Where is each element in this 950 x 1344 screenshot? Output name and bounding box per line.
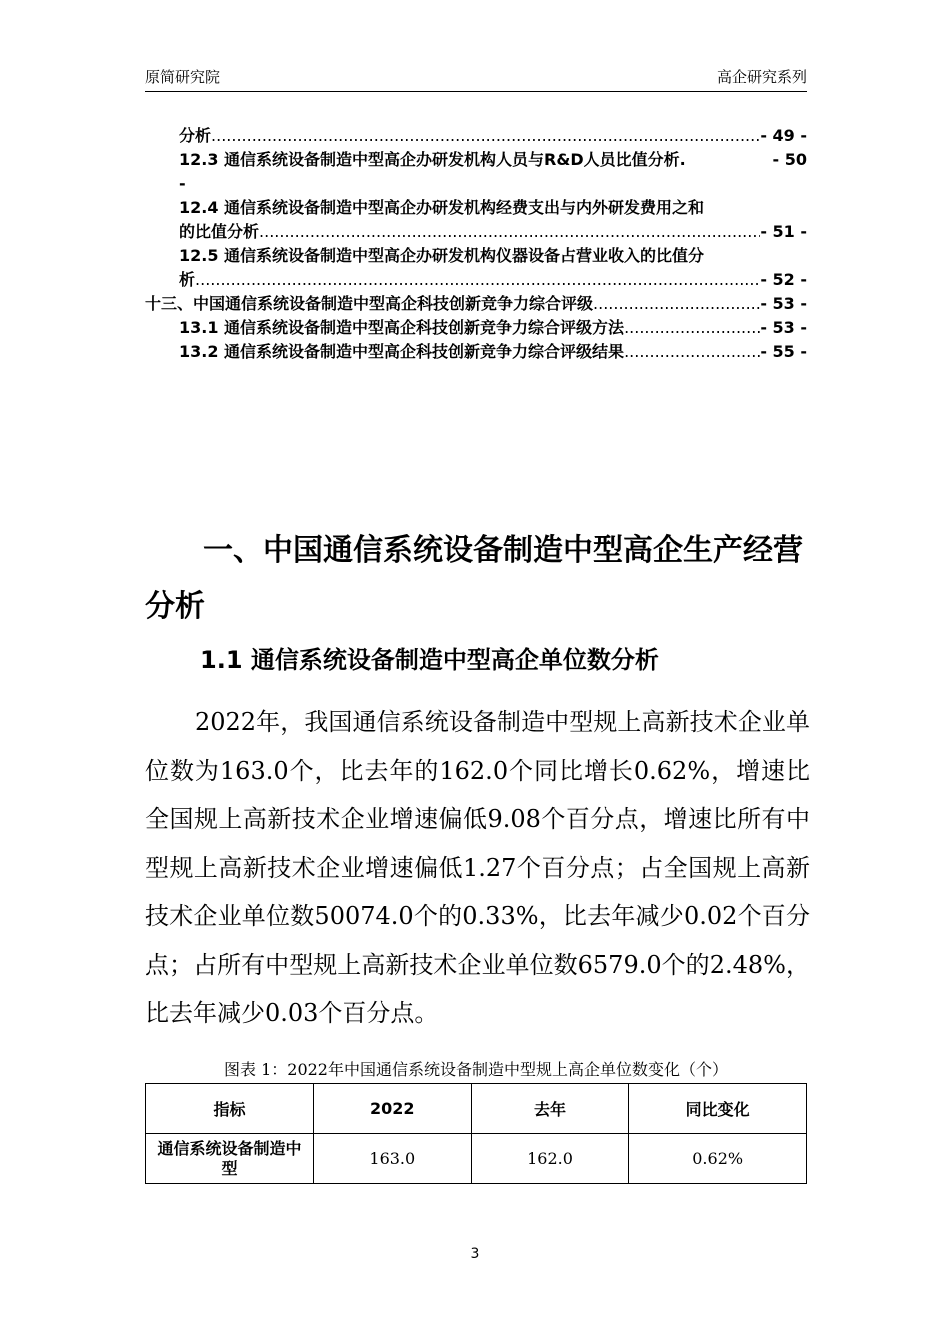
toc-dot-leader bbox=[195, 268, 760, 292]
toc-entry-page: - 52 - bbox=[760, 270, 807, 289]
toc-entry-page: - 49 - bbox=[760, 126, 807, 145]
toc-entry[interactable] bbox=[145, 220, 807, 244]
toc-entry-page: - 55 - bbox=[760, 342, 807, 361]
table-cell: 0.62% bbox=[629, 1134, 807, 1184]
page-number: 3 bbox=[470, 1246, 480, 1262]
table-of-contents bbox=[145, 124, 807, 364]
toc-dot-leader bbox=[624, 316, 760, 340]
table-row bbox=[146, 1134, 807, 1184]
toc-entry-page: - 53 - bbox=[760, 294, 807, 313]
data-table bbox=[145, 1083, 807, 1184]
row-label bbox=[146, 1134, 314, 1184]
toc-entry[interactable] bbox=[145, 292, 807, 316]
toc-dot-leader bbox=[259, 220, 760, 244]
section-title: 一、中国通信系统设备制造中型高企生产经营分析 bbox=[145, 533, 803, 624]
toc-entry-title: 12.5 通信系统设备制造中型高企办研发机构仪器设备占营业收入的比值分 bbox=[179, 246, 705, 265]
subsection-title: 1.1 通信系统设备制造中型高企单位数分析 bbox=[200, 646, 659, 674]
column-header: 同比变化 bbox=[629, 1084, 807, 1134]
toc-entry[interactable] bbox=[145, 340, 807, 364]
table-cell: 163.0 bbox=[313, 1134, 471, 1184]
toc-entry[interactable] bbox=[145, 196, 807, 220]
header-series: 高企研究系列 bbox=[716, 68, 807, 86]
body-paragraph: 2022年，我国通信系统设备制造中型规上高新技术企业单位数为163.0个，比去年的162.0个同比增长0.62%，增速比全国规上高新技术企业增速偏低9.08个百分点，增速比所有中型规上高新技术企业增速偏低1.27个百分点；占全国规上高新技术企业单位数50074.0个的0.33%，比去年减少0.02个百分点；占所有中型规上高新技术企业单位数6579.0个的2.48%，比去年减少0.03个百分点。 bbox=[145, 708, 810, 1027]
toc-entry[interactable] bbox=[145, 124, 807, 148]
toc-entry-page: - 51 - bbox=[760, 222, 807, 241]
table-header-row bbox=[146, 1084, 807, 1134]
row-label-text: 通信系统设备制造中型 bbox=[157, 1138, 302, 1178]
toc-entry-title: 13.2 通信系统设备制造中型高企科技创新竞争力综合评级结果 bbox=[179, 342, 625, 361]
toc-dot-leader bbox=[211, 124, 760, 148]
toc-entry[interactable] bbox=[145, 316, 807, 340]
toc-dot-leader bbox=[593, 292, 760, 316]
toc-entry-page: - 50 bbox=[772, 150, 807, 169]
toc-entry[interactable] bbox=[145, 268, 807, 292]
header-org: 原简研究院 bbox=[145, 68, 221, 86]
page-header bbox=[145, 64, 807, 92]
toc-entry-title: - bbox=[179, 174, 186, 193]
toc-entry-title: 的比值分析 bbox=[179, 222, 260, 241]
toc-entry-page: - 53 - bbox=[760, 318, 807, 337]
toc-entry[interactable] bbox=[145, 244, 807, 268]
column-header: 去年 bbox=[471, 1084, 629, 1134]
table-cell: 162.0 bbox=[471, 1134, 629, 1184]
column-header: 2022 bbox=[313, 1084, 471, 1134]
toc-entry-title: 析 bbox=[179, 270, 196, 289]
toc-entry-title: 12.4 通信系统设备制造中型高企办研发机构经费支出与内外研发费用之和 bbox=[179, 198, 705, 217]
toc-entry-title: 13.1 通信系统设备制造中型高企科技创新竞争力综合评级方法 bbox=[179, 318, 625, 337]
toc-entry-title: 分析 bbox=[179, 126, 212, 145]
table-caption: 图表 1：2022年中国通信系统设备制造中型规上高企单位数变化（个） bbox=[224, 1060, 728, 1079]
toc-entry[interactable] bbox=[145, 172, 807, 196]
toc-dot-leader bbox=[624, 340, 760, 364]
toc-entry-title: 十三、中国通信系统设备制造中型高企科技创新竞争力综合评级 bbox=[145, 294, 594, 313]
toc-entry-title: 12.3 通信系统设备制造中型高企办研发机构人员与R&D人员比值分析. bbox=[179, 150, 686, 169]
toc-entry[interactable] bbox=[145, 148, 807, 172]
column-header: 指标 bbox=[146, 1084, 314, 1134]
